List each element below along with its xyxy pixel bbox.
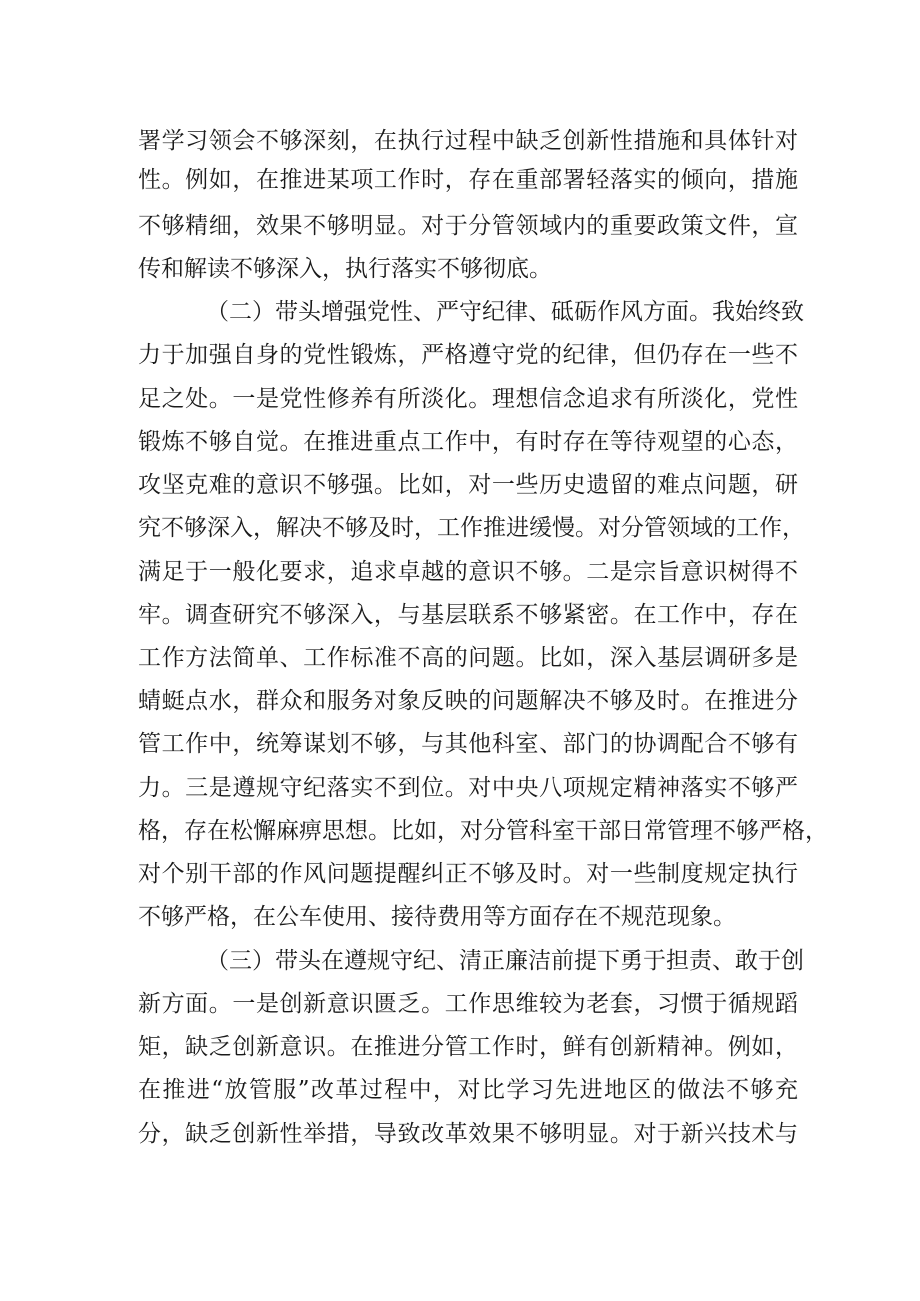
- text-line: 究不够深入，解决不够及时，工作推进缓慢。对分管领域的工作，: [138, 515, 805, 541]
- text-line: 足之处。一是党性修养有所淡化。理想信念追求有所淡化，党性: [138, 386, 798, 412]
- section-heading-3: （三）带头在遵规守纪、清正廉洁前提下勇于担责、敢于创: [206, 948, 804, 974]
- text-line: 分，缺乏创新性举措，导致改革效果不够明显。对于新兴技术与: [138, 1121, 798, 1147]
- text-line: 锻炼不够自觉。在推进重点工作中，有时存在等待观望的心态，: [138, 429, 798, 455]
- section-heading-2: （二）带头增强党性、严守纪律、砥砺作风方面。我始终致: [206, 299, 804, 325]
- text-line: 新方面。一是创新意识匮乏。工作思维较为老套，习惯于循规蹈: [138, 991, 798, 1017]
- text-line: 矩，缺乏创新意识。在推进分管工作时，鲜有创新精神。例如，: [138, 1034, 798, 1060]
- text-line: 满足于一般化要求，追求卓越的意识不够。二是宗旨意识树得不: [138, 559, 798, 585]
- text-line: 不够精细，效果不够明显。对于分管领域内的重要政策文件，宣: [138, 213, 798, 239]
- text-line: 署学习领会不够深刻，在执行过程中缺乏创新性措施和具体针对: [138, 128, 798, 154]
- text-line: 蜻蜓点水，群众和服务对象反映的问题解决不够及时。在推进分: [138, 688, 798, 714]
- text-line: 攻坚克难的意识不够强。比如，对一些历史遗留的难点问题，研: [138, 472, 798, 498]
- text-line: 力。三是遵规守纪落实不到位。对中央八项规定精神落实不够严: [138, 775, 798, 801]
- text-line: 不够严格，在公车使用、接待费用等方面存在不规范现象。: [138, 904, 736, 930]
- text-line: 牢。调查研究不够深入，与基层联系不够紧密。在工作中，存在: [138, 602, 798, 628]
- text-line: 传和解读不够深入，执行落实不够彻底。: [138, 256, 552, 282]
- text-line: 在推进“放管服”改革过程中，对比学习先进地区的做法不够充: [138, 1077, 798, 1103]
- text-line: 管工作中，统筹谋划不够，与其他科室、部门的协调配合不够有: [138, 731, 798, 757]
- text-line: 工作方法简单、工作标准不高的问题。比如，深入基层调研多是: [138, 645, 798, 671]
- text-line: 性。例如，在推进某项工作时，存在重部署轻落实的倾向，措施: [138, 167, 798, 193]
- text-line: 格，存在松懈麻痹思想。比如，对分管科室干部日常管理不够严格，: [138, 818, 828, 844]
- text-line: 力于加强自身的党性锻炼，严格遵守党的纪律，但仍存在一些不: [138, 342, 798, 368]
- text-line: 对个别干部的作风问题提醒纠正不够及时。对一些制度规定执行: [138, 861, 798, 887]
